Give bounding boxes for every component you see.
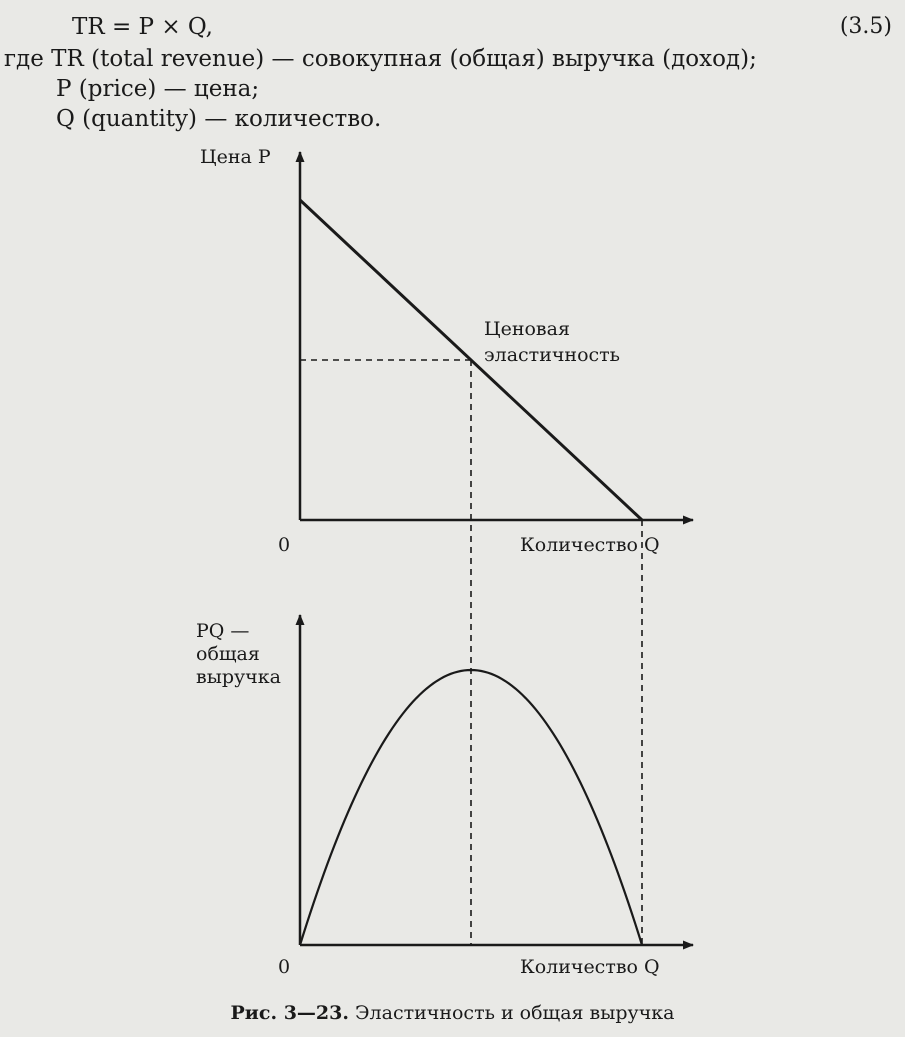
revenue-chart [196,615,693,978]
definition-tr: где TR (total revenue) — совокупная (общая) выручка (доход); [4,46,757,72]
revenue-x-label: Количество Q [520,956,660,978]
demand-x-label: Количество Q [520,534,660,556]
caption-text: Эластичность и общая выручка [348,1002,675,1024]
annotation-line-2: эластичность [484,344,621,366]
annotation-line-1: Ценовая [484,318,570,340]
revenue-origin-label: 0 [278,956,291,978]
demand-origin-label: 0 [278,534,291,556]
revenue-y-label-1: PQ — [196,620,250,642]
revenue-y-label-3: выручка [196,666,281,688]
formula-number: (3.5) [839,14,892,39]
demand-chart [200,146,693,556]
definition-q: Q (quantity) — количество. [56,106,382,132]
revenue-y-label-2: общая [196,643,260,665]
formula: TR = P × Q, [72,14,213,40]
demand-y-label: Цена P [200,146,271,168]
caption-label: Рис. 3—23. [230,1002,349,1024]
figure-caption [0,1002,905,1024]
definition-p: P (price) — цена; [56,76,260,102]
